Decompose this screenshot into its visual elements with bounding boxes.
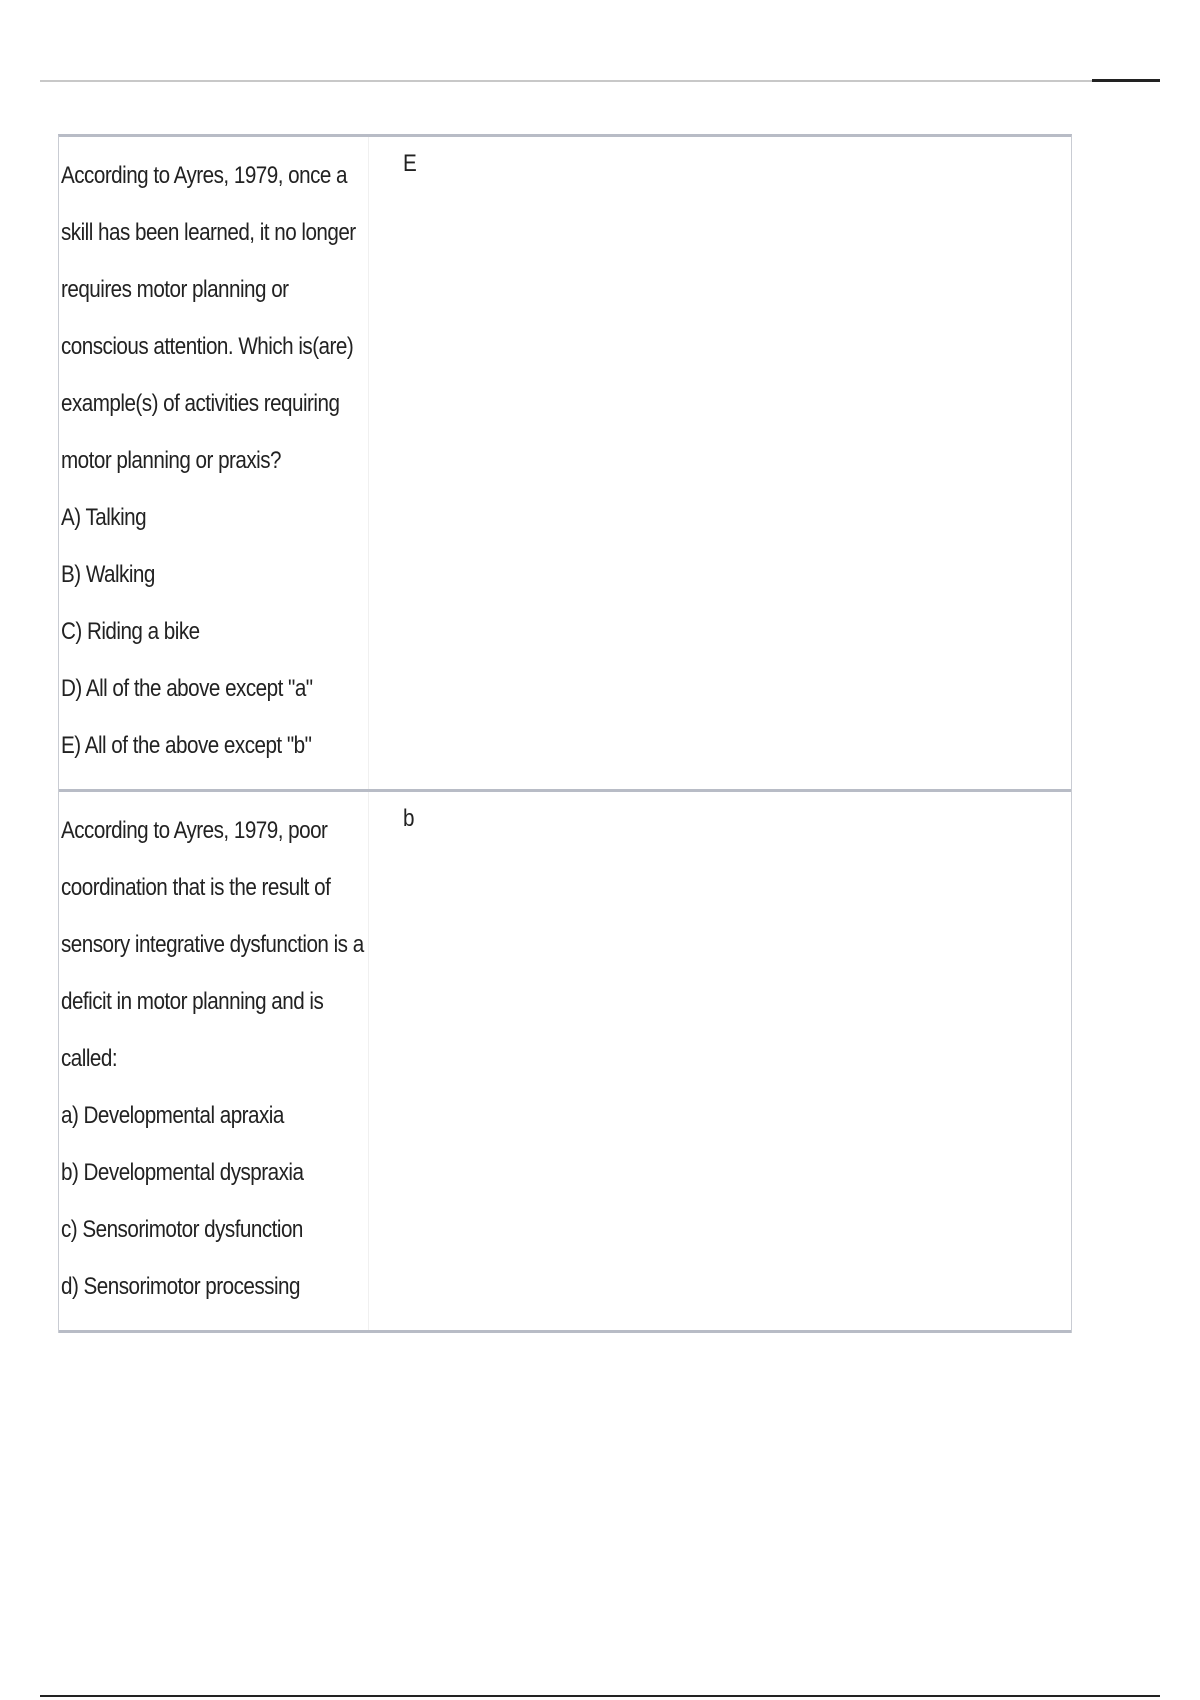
footer-divider [40,1695,1160,1697]
answer-cell [369,792,1071,1330]
flashcard-row [59,792,1071,1333]
question-line: According to Ayres, 1979, poor [61,817,328,844]
option-b: b) Developmental dyspraxia [61,1159,304,1186]
option-a: A) Talking [61,504,147,531]
option-c: C) Riding a bike [61,618,200,645]
flashcard-row [59,137,1071,792]
question-line: skill has been learned, it no longer [61,219,356,246]
header-divider-accent [1092,79,1160,82]
question-line: According to Ayres, 1979, once a [61,162,348,189]
question-cell [59,137,369,789]
answer-text: b [403,805,414,832]
question-line: motor planning or praxis? [61,447,281,474]
flashcard-table [58,134,1072,1333]
question-line: conscious attention. Which is(are) [61,333,354,360]
question-cell [59,792,369,1330]
question-line: called: [61,1045,118,1072]
option-d: d) Sensorimotor processing [61,1273,300,1300]
question-line: requires motor planning or [61,276,289,303]
option-a: a) Developmental apraxia [61,1102,284,1129]
question-line: coordination that is the result of [61,874,331,901]
option-b: B) Walking [61,561,155,588]
question-line: example(s) of activities requiring [61,390,340,417]
option-e: E) All of the above except "b" [61,732,312,759]
question-line: deficit in motor planning and is [61,988,324,1015]
answer-cell [369,137,1071,789]
answer-text: E [403,150,417,177]
header-divider [40,80,1092,82]
option-d: D) All of the above except "a" [61,675,313,702]
option-c: c) Sensorimotor dysfunction [61,1216,303,1243]
question-line: sensory integrative dysfunction is a [61,931,364,958]
